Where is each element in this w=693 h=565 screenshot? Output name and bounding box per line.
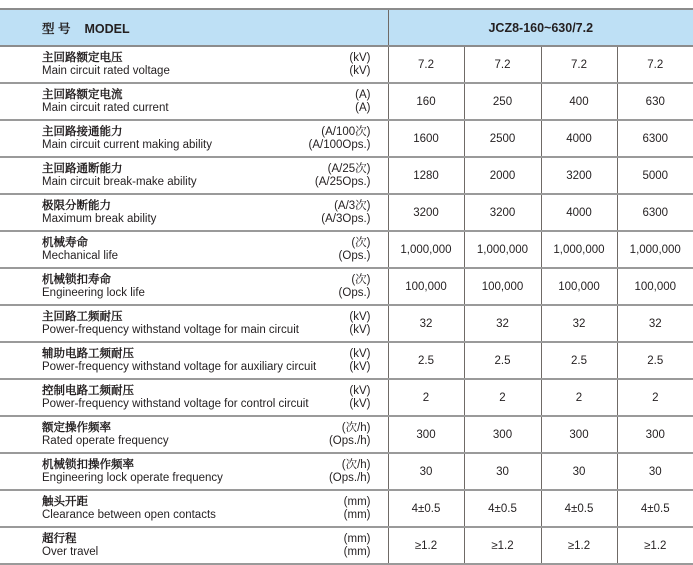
value-cell: 3200 (388, 194, 464, 231)
unit-label (309, 126, 371, 152)
model-label-cell (0, 9, 388, 46)
parameter-name-zh: 机械寿命 (42, 236, 88, 249)
unit-zh: (A/3次) (334, 199, 371, 212)
unit-en: (mm) (343, 508, 371, 521)
value-cell: 300 (617, 416, 693, 453)
table-row (0, 379, 693, 416)
value-cell: 2.5 (617, 342, 693, 379)
unit-zh: (kV) (349, 51, 371, 64)
value-cell: 630 (617, 83, 693, 120)
value-cell: 7.2 (617, 46, 693, 83)
unit-en: (Ops.) (338, 286, 371, 299)
parameter-cell (0, 46, 388, 83)
header-row (0, 9, 693, 46)
value-cell: 1,000,000 (541, 231, 617, 268)
value-cell: 4±0.5 (464, 490, 541, 527)
unit-en: (A/3Ops.) (321, 212, 371, 225)
value-cell: 6300 (617, 194, 693, 231)
value-cell: 300 (464, 416, 541, 453)
parameter-name-en: Over travel (42, 545, 99, 558)
unit-label (349, 385, 370, 411)
model-label-zh: 型 号 (42, 21, 71, 36)
value-cell: 32 (464, 305, 541, 342)
value-cell: 2500 (464, 120, 541, 157)
parameter-cell (0, 268, 388, 305)
value-cell: 300 (388, 416, 464, 453)
value-cell: 2000 (464, 157, 541, 194)
parameter-name-zh: 触头开距 (42, 495, 88, 508)
value-cell: 2.5 (464, 342, 541, 379)
unit-zh: (mm) (343, 495, 371, 508)
value-cell: 4000 (541, 194, 617, 231)
value-cell: 400 (541, 83, 617, 120)
unit-zh: (次) (351, 273, 371, 286)
unit-label (344, 496, 371, 522)
parameter-name-zh: 辅助电路工频耐压 (42, 347, 134, 360)
unit-en: (Ops./h) (328, 471, 371, 484)
unit-label (321, 200, 370, 226)
value-cell: 6300 (617, 120, 693, 157)
parameter-name-en: Power-frequency withstand voltage for auxiliary circuit (42, 360, 317, 373)
unit-en: (kV) (349, 323, 371, 336)
unit-zh: (A/25次) (327, 162, 371, 175)
unit-label (349, 311, 370, 337)
parameter-cell (0, 527, 388, 564)
value-cell: 1600 (388, 120, 464, 157)
value-cell: 4±0.5 (388, 490, 464, 527)
value-cell: 100,000 (464, 268, 541, 305)
unit-zh: (次/h) (341, 421, 371, 434)
parameter-name-en: Main circuit current making ability (42, 138, 213, 151)
parameter-name-zh: 主回路通断能力 (42, 162, 123, 175)
unit-label (315, 163, 371, 189)
value-cell: 4±0.5 (541, 490, 617, 527)
unit-label (349, 348, 370, 374)
parameter-cell (0, 231, 388, 268)
parameter-cell (0, 416, 388, 453)
value-cell: 300 (541, 416, 617, 453)
parameter-name-zh: 额定操作频率 (42, 421, 111, 434)
table-row (0, 157, 693, 194)
unit-zh: (次/h) (341, 458, 371, 471)
unit-label (355, 89, 370, 115)
parameter-name-en: Power-frequency withstand voltage for main circuit (42, 323, 299, 336)
value-cell: 1,000,000 (617, 231, 693, 268)
value-cell: 1280 (388, 157, 464, 194)
table-row (0, 490, 693, 527)
parameter-name-en: Mechanical life (42, 249, 119, 262)
unit-zh: (kV) (349, 347, 371, 360)
parameter-name-en: Clearance between open contacts (42, 508, 216, 521)
parameter-cell (0, 379, 388, 416)
parameter-name-zh: 极限分断能力 (42, 199, 111, 212)
parameter-name-zh: 控制电路工频耐压 (42, 384, 134, 397)
value-cell: 2 (464, 379, 541, 416)
parameter-cell (0, 490, 388, 527)
table-row (0, 305, 693, 342)
table-row (0, 342, 693, 379)
unit-zh: (A/100次) (321, 125, 371, 138)
spec-table (0, 8, 693, 565)
parameter-name-en: Power-frequency withstand voltage for control circuit (42, 397, 309, 410)
unit-en: (Ops.) (338, 249, 371, 262)
value-cell: 100,000 (388, 268, 464, 305)
unit-zh: (A) (355, 88, 371, 101)
parameter-cell (0, 194, 388, 231)
parameter-name-zh: 主回路工频耐压 (42, 310, 123, 323)
parameter-name-zh: 主回路额定电流 (42, 88, 123, 101)
unit-en: (kV) (349, 397, 371, 410)
table-row (0, 120, 693, 157)
unit-zh: (次) (351, 236, 371, 249)
parameter-cell (0, 157, 388, 194)
parameter-cell (0, 305, 388, 342)
parameter-cell (0, 83, 388, 120)
table-row (0, 46, 693, 83)
unit-label (339, 237, 371, 263)
unit-zh: (kV) (349, 310, 371, 323)
parameter-name-en: Engineering lock life (42, 286, 145, 299)
value-cell: 2 (617, 379, 693, 416)
value-cell: 4000 (541, 120, 617, 157)
parameter-name-en: Maximum break ability (42, 212, 157, 225)
parameter-name-en: Main circuit break-make ability (42, 175, 197, 188)
parameter-name-zh: 机械锁扣寿命 (42, 273, 111, 286)
unit-label (329, 459, 371, 485)
parameter-name-zh: 主回路接通能力 (42, 125, 123, 138)
parameter-cell (0, 120, 388, 157)
value-cell: 30 (541, 453, 617, 490)
unit-en: (A/25Ops.) (314, 175, 371, 188)
parameter-cell (0, 342, 388, 379)
value-cell: 100,000 (617, 268, 693, 305)
value-cell: 7.2 (388, 46, 464, 83)
value-cell: 3200 (464, 194, 541, 231)
value-cell: ≥1.2 (541, 527, 617, 564)
value-cell: 32 (617, 305, 693, 342)
table-row (0, 416, 693, 453)
unit-en: (kV) (349, 64, 371, 77)
value-cell: 32 (541, 305, 617, 342)
value-cell: 4±0.5 (617, 490, 693, 527)
unit-en: (kV) (349, 360, 371, 373)
unit-label (344, 533, 371, 559)
value-cell: 30 (464, 453, 541, 490)
model-type-cell: JCZ8-160~630/7.2 (388, 9, 693, 46)
unit-en: (A/100Ops.) (308, 138, 371, 151)
table-row (0, 268, 693, 305)
parameter-name-en: Main circuit rated voltage (42, 64, 170, 77)
value-cell: 250 (464, 83, 541, 120)
unit-label (339, 274, 371, 300)
table-row (0, 527, 693, 564)
value-cell: ≥1.2 (617, 527, 693, 564)
value-cell: 1,000,000 (388, 231, 464, 268)
unit-zh: (kV) (349, 384, 371, 397)
value-cell: 160 (388, 83, 464, 120)
value-cell: 32 (388, 305, 464, 342)
table-row (0, 194, 693, 231)
value-cell: 30 (617, 453, 693, 490)
unit-zh: (mm) (343, 532, 371, 545)
unit-label (349, 52, 370, 78)
value-cell: 2.5 (541, 342, 617, 379)
parameter-name-zh: 主回路额定电压 (42, 51, 123, 64)
parameter-cell (0, 453, 388, 490)
parameter-name-en: Rated operate frequency (42, 434, 169, 447)
parameter-name-en: Main circuit rated current (42, 101, 169, 114)
unit-en: (mm) (343, 545, 371, 558)
value-cell: 2 (388, 379, 464, 416)
parameter-name-zh: 超行程 (42, 532, 77, 545)
value-cell: 1,000,000 (464, 231, 541, 268)
value-cell: 5000 (617, 157, 693, 194)
table-row (0, 83, 693, 120)
value-cell: 100,000 (541, 268, 617, 305)
value-cell: 3200 (541, 157, 617, 194)
value-cell: 7.2 (541, 46, 617, 83)
value-cell: 7.2 (464, 46, 541, 83)
unit-en: (A) (355, 101, 371, 114)
value-cell: 2.5 (388, 342, 464, 379)
value-cell: 2 (541, 379, 617, 416)
value-cell: 30 (388, 453, 464, 490)
parameter-name-en: Engineering lock operate frequency (42, 471, 223, 484)
parameter-name-zh: 机械锁扣操作频率 (42, 458, 134, 471)
table-row (0, 231, 693, 268)
value-cell: ≥1.2 (464, 527, 541, 564)
value-cell: ≥1.2 (388, 527, 464, 564)
unit-en: (Ops./h) (328, 434, 371, 447)
table-row (0, 453, 693, 490)
unit-label (329, 422, 371, 448)
model-label-en: MODEL (84, 21, 130, 36)
